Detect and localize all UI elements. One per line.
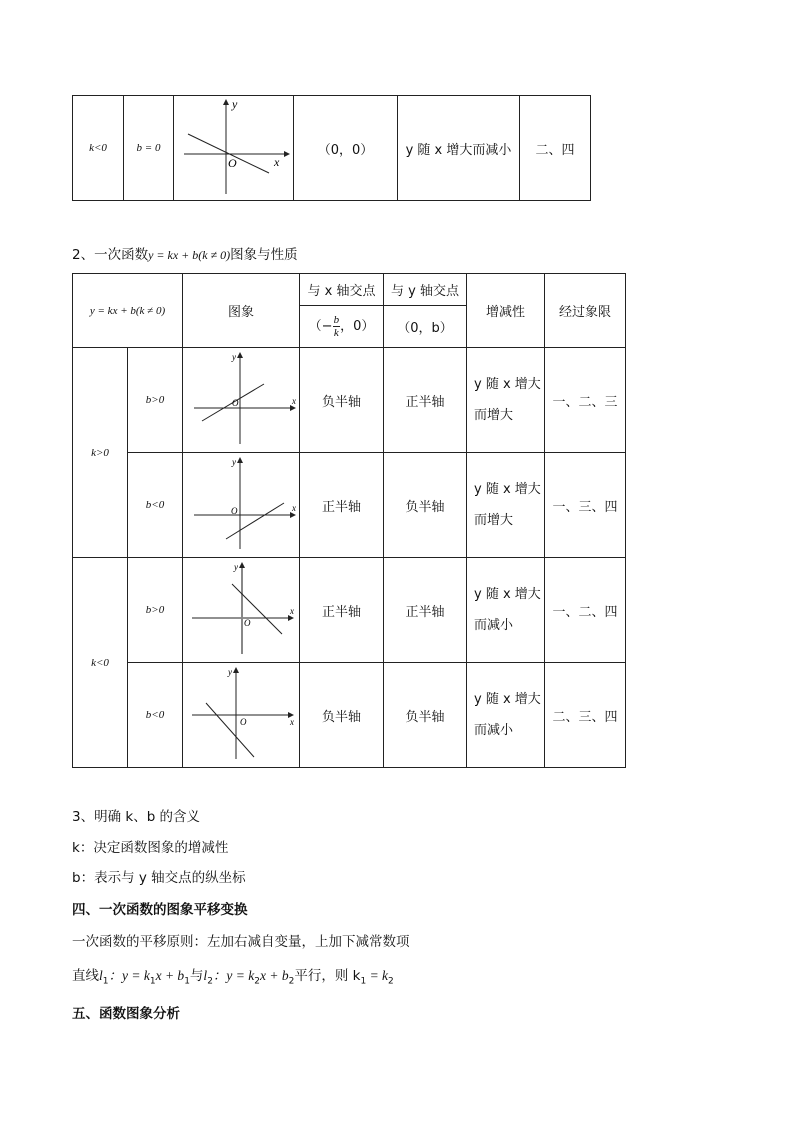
table-row bbox=[73, 558, 626, 663]
axis-y-label: y bbox=[232, 352, 236, 362]
x-axis-cell: 正半轴 bbox=[300, 453, 384, 558]
section4-heading: 四、一次函数的图象平移变换 bbox=[72, 902, 248, 918]
head-y-intersect: 与 y 轴交点 bbox=[384, 274, 467, 306]
trend-cell: y 随 x 增大 而增大 bbox=[467, 453, 545, 558]
y-axis-cell: 正半轴 bbox=[384, 558, 467, 663]
head-trend: 增减性 bbox=[467, 274, 545, 348]
table-row bbox=[73, 453, 626, 558]
head-graph: 图象 bbox=[183, 274, 300, 348]
graph-cell bbox=[174, 96, 294, 201]
trend-cell: y 随 x 增大 而减小 bbox=[467, 663, 545, 768]
properties-table bbox=[72, 273, 626, 768]
graph-cell bbox=[183, 663, 300, 768]
origin-label: O bbox=[232, 398, 239, 408]
x-intersect-point: （− $\frac{b}{k}$ ，0） bbox=[300, 306, 384, 348]
k-meaning: k：决定函数图象的增减性 bbox=[72, 840, 229, 856]
graph-cell bbox=[183, 558, 300, 663]
graph-inc-b-pos bbox=[184, 348, 298, 448]
top-table bbox=[72, 95, 591, 201]
axis-x-label: x bbox=[290, 606, 294, 616]
axis-x-label: x bbox=[292, 396, 296, 406]
quadrant-cell: 二、四 bbox=[520, 96, 591, 201]
x-axis-cell: 正半轴 bbox=[300, 558, 384, 663]
b-cell: b = 0 bbox=[124, 96, 174, 201]
table-row bbox=[73, 663, 626, 768]
trend-cell: y 随 x 增大而减小 bbox=[398, 96, 520, 201]
origin-label: O bbox=[228, 156, 237, 170]
origin-label: O bbox=[240, 717, 247, 727]
k-cell: k<0 bbox=[73, 96, 124, 201]
quadrant-cell: 一、二、三 bbox=[545, 348, 626, 453]
table-header-row bbox=[73, 274, 626, 306]
trend-cell: y 随 x 增大 而增大 bbox=[467, 348, 545, 453]
axis-y-label: y bbox=[228, 667, 232, 677]
quadrant-cell: 一、二、四 bbox=[545, 558, 626, 663]
quadrant-cell: 一、三、四 bbox=[545, 453, 626, 558]
axis-y-label: y bbox=[232, 457, 236, 467]
table-row bbox=[73, 96, 591, 201]
section5-heading: 五、函数图象分析 bbox=[72, 1006, 180, 1022]
b-cell: b<0 bbox=[128, 663, 183, 768]
translation-rule: 一次函数的平移原则：左加右减自变量，上加下减常数项 bbox=[72, 934, 410, 950]
parallel-condition: 直线$l_1$：$y = k_1x + b_1$与$l_2$：$y = k_2x + b_2$平行，则 $k_1 = k_2$ bbox=[72, 968, 394, 987]
y-intersect-point: （0，b） bbox=[384, 306, 467, 348]
point-cell: （0，0） bbox=[294, 96, 398, 201]
trend-cell: y 随 x 增大 而减小 bbox=[467, 558, 545, 663]
y-axis-cell: 负半轴 bbox=[384, 663, 467, 768]
b-meaning: b：表示与 y 轴交点的纵坐标 bbox=[72, 870, 246, 886]
b-cell: b<0 bbox=[128, 453, 183, 558]
x-axis-cell: 负半轴 bbox=[300, 348, 384, 453]
graph-dec-b-pos bbox=[184, 558, 298, 658]
origin-label: O bbox=[231, 506, 238, 516]
head-quadrants: 经过象限 bbox=[545, 274, 626, 348]
k-positive-cell: k>0 bbox=[73, 348, 128, 558]
axis-x-label: x bbox=[292, 503, 296, 513]
b-cell: b>0 bbox=[128, 558, 183, 663]
head-x-intersect: 与 x 轴交点 bbox=[300, 274, 384, 306]
k-negative-cell: k<0 bbox=[73, 558, 128, 768]
x-axis-cell: 负半轴 bbox=[300, 663, 384, 768]
axis-x-label: x bbox=[274, 155, 280, 169]
b-cell: b>0 bbox=[128, 348, 183, 453]
section3-title: 3、明确 k、b 的含义 bbox=[72, 809, 201, 825]
graph-cell bbox=[183, 453, 300, 558]
y-axis-cell: 负半轴 bbox=[384, 453, 467, 558]
section2-title: 2、一次函数y = kx + b(k ≠ 0)图象与性质 bbox=[72, 247, 298, 263]
axis-y-label: y bbox=[234, 562, 238, 572]
graph-cell bbox=[183, 348, 300, 453]
axis-y-label: y bbox=[232, 97, 238, 111]
graph-inc-b-neg bbox=[184, 453, 298, 553]
axis-x-label: x bbox=[290, 717, 294, 727]
table-row bbox=[73, 348, 626, 453]
y-axis-cell: 正半轴 bbox=[384, 348, 467, 453]
graph-decreasing-origin bbox=[176, 96, 291, 196]
head-formula: y = kx + b(k ≠ 0) bbox=[73, 274, 183, 348]
graph-dec-b-neg bbox=[184, 663, 298, 763]
quadrant-cell: 二、三、四 bbox=[545, 663, 626, 768]
origin-label: O bbox=[244, 618, 251, 628]
